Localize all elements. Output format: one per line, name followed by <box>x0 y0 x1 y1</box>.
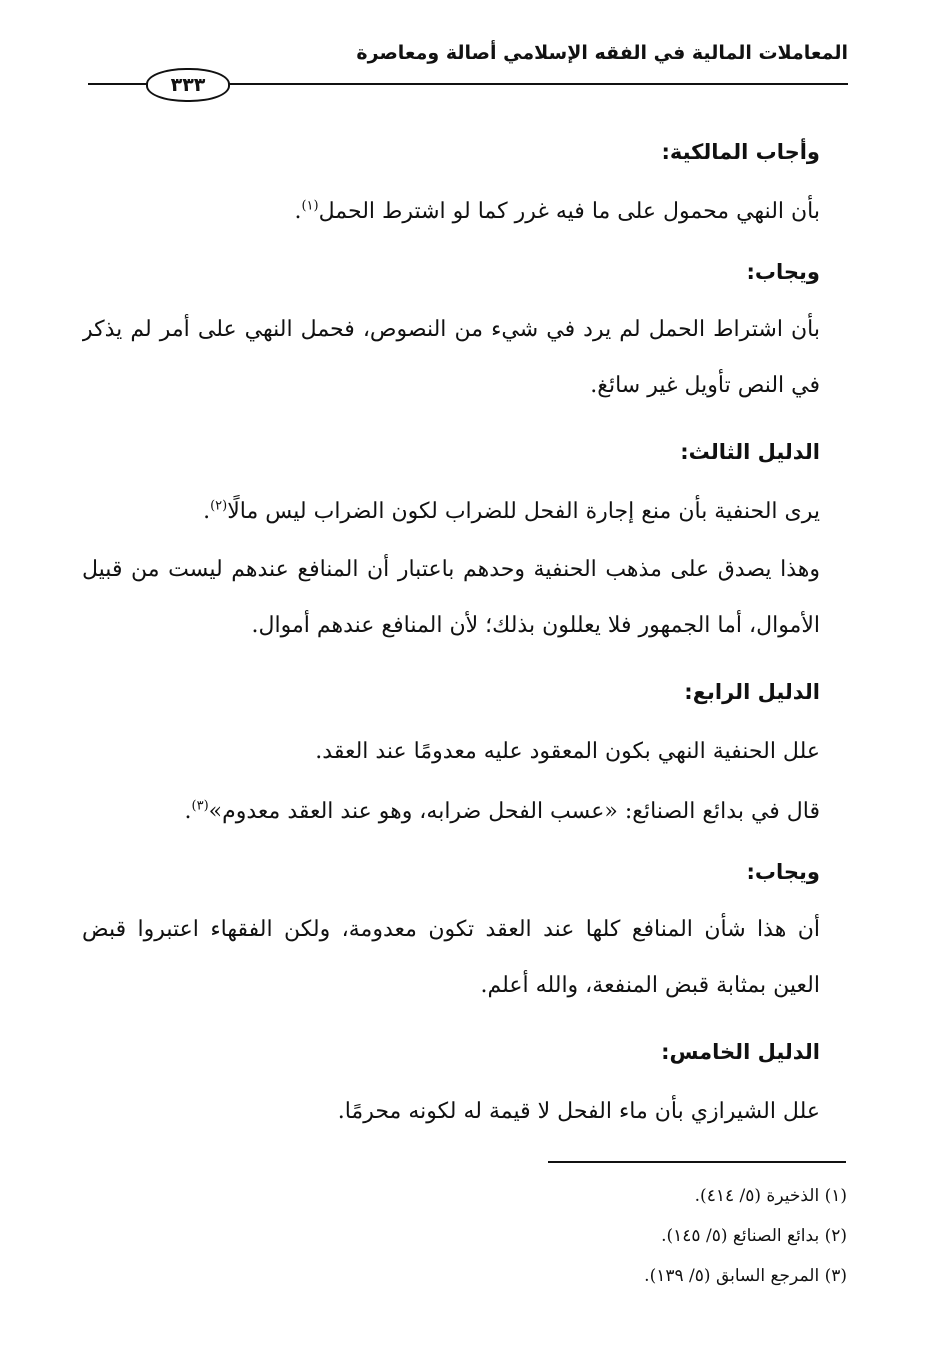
paragraph: علل الشيرازي بأن ماء الفحل لا قيمة له لكونه محرمًا. <box>337 1099 820 1124</box>
page-body <box>82 122 820 1142</box>
paragraph-text: يرى الحنفية بأن منع إجارة الفحل للضراب لكون الضراب ليس مالًا <box>227 499 820 524</box>
paragraph <box>82 482 820 542</box>
page-number: ٣٣٣ <box>146 68 230 102</box>
book-title: المعاملات المالية في الفقه الإسلامي أصالة ومعاصرة <box>356 42 848 64</box>
section-heading: الدليل الخامس: <box>661 1040 820 1064</box>
paragraph-end: . <box>184 799 192 824</box>
paragraph: أن هذا شأن المنافع كلها عند العقد تكون معدومة، ولكن الفقهاء اعتبروا قبض العين بمثابة قبض المنفعة، والله أعلم. <box>82 917 820 998</box>
paragraph: بأن اشتراط الحمل لم يرد في شيء من النصوص، فحمل النهي على أمر لم يذكر في النص تأويل غير سائغ. <box>82 317 820 398</box>
footnotes <box>347 1176 847 1296</box>
footnote-ref: (٢) <box>210 498 228 514</box>
section-heading: ويجاب: <box>746 860 820 884</box>
section-heading: الدليل الرابع: <box>684 680 820 704</box>
section-heading: ويجاب: <box>746 260 820 284</box>
paragraph: وهذا يصدق على مذهب الحنفية وحدهم باعتبار أن المنافع عندهم ليست من قبيل الأموال، أما الجمهور فلا يعللون بذلك؛ لأن المنافع عندهم أموال. <box>82 557 820 638</box>
paragraph <box>82 782 820 842</box>
paragraph-text: قال في بدائع الصنائع: «عسب الفحل ضرابه، وهو عند العقد معدوم» <box>208 799 820 824</box>
footnote-rule <box>548 1161 846 1163</box>
footnote: (٢) بدائع الصنائع (٥/ ١٤٥). <box>661 1226 847 1246</box>
footnote: (١) الذخيرة (٥/ ٤١٤). <box>694 1186 847 1206</box>
section-heading: وأجاب المالكية: <box>661 140 820 164</box>
footnote-ref: (٣) <box>191 798 209 814</box>
running-header <box>88 38 848 98</box>
paragraph: علل الحنفية النهي بكون المعقود عليه معدومًا عند العقد. <box>315 739 820 764</box>
section-heading: الدليل الثالث: <box>680 440 820 464</box>
footnote-ref: (١) <box>301 198 319 214</box>
paragraph-end: . <box>294 199 302 224</box>
paragraph-text: بأن النهي محمول على ما فيه غرر كما لو اشترط الحمل <box>318 199 820 224</box>
paragraph-end: . <box>203 499 211 524</box>
footnote: (٣) المرجع السابق (٥/ ١٣٩). <box>644 1266 847 1286</box>
paragraph <box>82 182 820 242</box>
